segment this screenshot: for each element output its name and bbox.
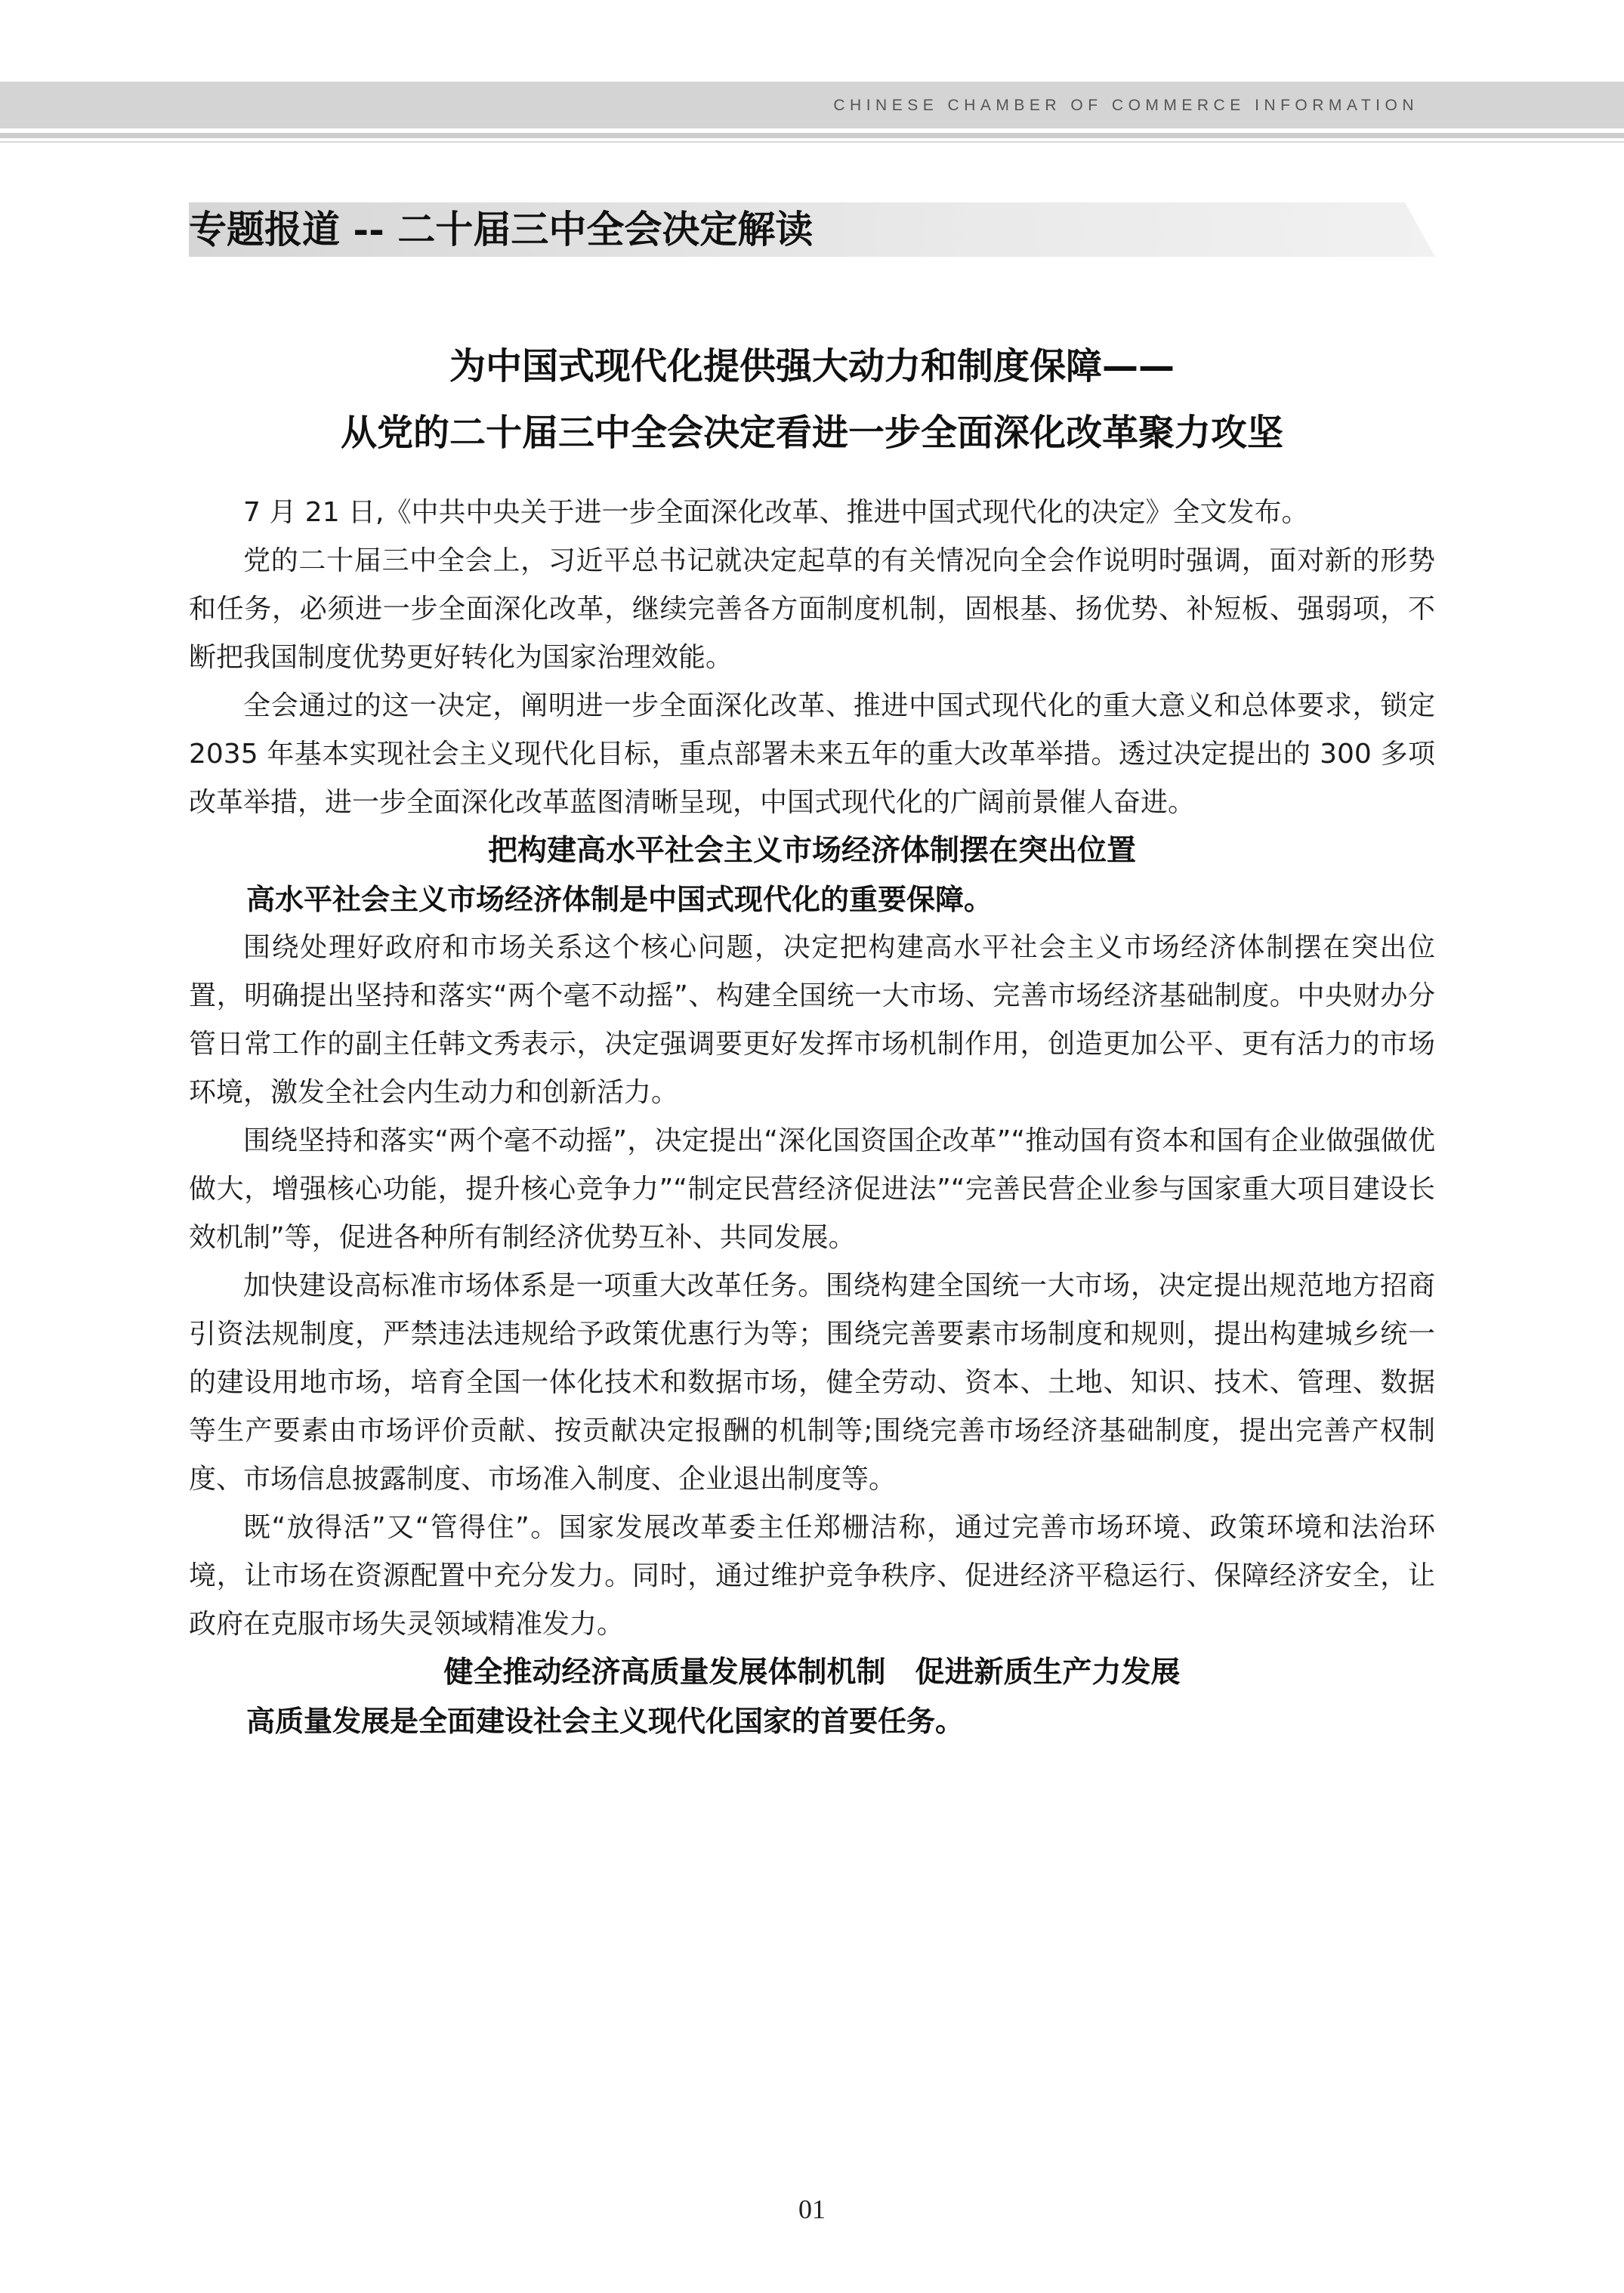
section2-lead: 高质量发展是全面建设社会主义现代化国家的首要任务。	[246, 1705, 965, 1738]
body-paragraph: 围绕坚持和落实“两个毫不动摇”，决定提出“深化国资国企改革”“推动国有资本和国有企业做强做优做大，增强核心功能，提升核心竞争力”“制定民营经济促进法”“完善民营企业参与国家重大项目建设长效机制”等，促进各种所有制经济优势互补、共同发展。	[189, 1125, 1435, 1253]
section1-lead: 高水平社会主义市场经济体制是中国式现代化的重要保障。	[246, 883, 993, 916]
article-title-line2: 从党的二十届三中全会决定看进一步全面深化改革聚力攻坚	[340, 412, 1283, 454]
intro-paragraph: 全会通过的这一决定，阐明进一步全面深化改革、推进中国式现代化的重大意义和总体要求，锁定 2035 年基本实现社会主义现代化目标，重点部署未来五年的重大改革举措。透过决定提出的 300 多项改革举措，进一步全面深化改革蓝图清晰呈现，中国式现代化的广阔前景催人奋进。	[189, 690, 1435, 818]
body-paragraph: 既“放得活”又“管得住”。国家发展改革委主任郑栅洁称，通过完善市场环境、政策环境和法治环境，让市场在资源配置中充分发力。同时，通过维护竞争秩序、促进经济平稳运行、保障经济安全，让政府在克服市场失灵领域精准发力。	[189, 1512, 1435, 1640]
body-paragraph: 围绕处理好政府和市场关系这个核心问题，决定把构建高水平社会主义市场经济体制摆在突出位置，明确提出坚持和落实“两个毫不动摇”、构建全国统一大市场、完善市场经济基础制度。中央财办分管日常工作的副主任韩文秀表示，决定强调要更好发挥市场机制作用，创造更加公平、更有活力的市场环境，激发全社会内生动力和创新活力。	[189, 932, 1435, 1108]
intro-paragraph: 党的二十届三中全会上，习近平总书记就决定起草的有关情况向全会作说明时强调，面对新的形势和任务，必须进一步全面深化改革，继续完善各方面制度机制，固根基、扬优势、补短板、强弱项，不断把我国制度优势更好转化为国家治理效能。	[189, 545, 1435, 673]
header-rule	[0, 133, 1624, 138]
article-title-line1: 为中国式现代化提供强大动力和制度保障——	[449, 345, 1175, 387]
magazine-name: CHINESE CHAMBER OF COMMERCE INFORMATION	[833, 97, 1419, 114]
article-body	[189, 489, 1435, 1745]
section-title: 专题报道 -- 二十届三中全会决定解读	[189, 207, 814, 252]
intro-paragraph: 7 月 21 日,《中共中央关于进一步全面深化改革、推进中国式现代化的决定》全文发布。	[243, 497, 1309, 528]
header-rule-thin	[0, 141, 1624, 143]
body-paragraph: 加快建设高标准市场体系是一项重大改革任务。围绕构建全国统一大市场，决定提出规范地方招商引资法规制度，严禁违法违规给予政策优惠行为等；围绕完善要素市场制度和规则，提出构建城乡统一的建设用地市场，培育全国一体化技术和数据市场，健全劳动、资本、土地、知识、技术、管理、数据等生产要素由市场评价贡献、按贡献决定报酬的机制等;围绕完善市场经济基础制度，提出完善产权制度、市场信息披露制度、市场准入制度、企业退出制度等。	[189, 1270, 1435, 1495]
section1-heading: 把构建高水平社会主义市场经济体制摆在突出位置	[487, 834, 1136, 868]
page-number: 01	[798, 2194, 826, 2224]
section2-heading: 健全推动经济高质量发展体制机制 促进新质生产力发展	[443, 1656, 1181, 1690]
